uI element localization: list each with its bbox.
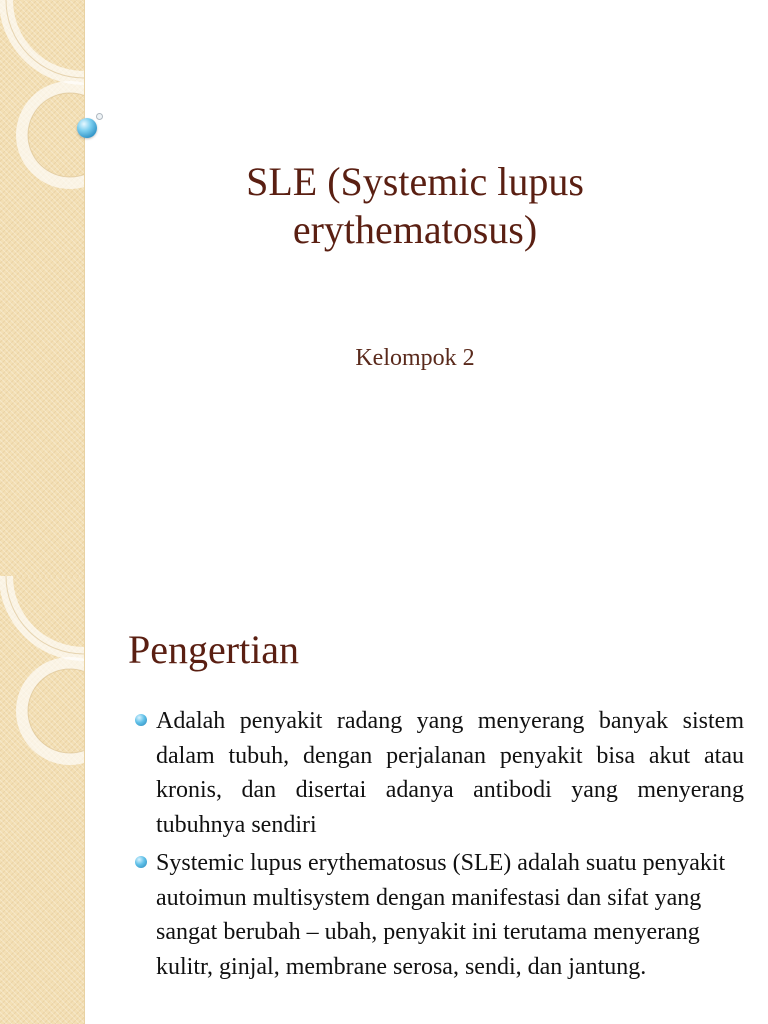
- decorative-side-band: [0, 576, 85, 1024]
- list-item: [130, 846, 744, 984]
- bullet-icon: [135, 714, 147, 726]
- decorative-side-band: [0, 0, 85, 576]
- small-ring-icon: [96, 113, 103, 120]
- bullet-text: Systemic lupus erythematosus (SLE) adalah suatu penyakit autoimun multisystem dengan manifestasi dan sifat yang sangat berubah – ubah, penyakit ini terutama menyerang kulitr, ginjal, membrane serosa, sendi, dan jantung.: [156, 850, 726, 980]
- slide-title: SLE (Systemic lupus erythematosus): [246, 159, 584, 252]
- decorative-circles-graphic: [0, 576, 84, 1024]
- bullet-text: Adalah penyakit radang yang menyerang banyak sistem dalam tubuh, dengan perjalanan penyakit bisa akut atau kronis, dan disertai adanya antibodi yang menyerang tubuhnya sendiri: [156, 708, 744, 838]
- bullet-list: [130, 704, 744, 988]
- blue-orb-icon: [77, 118, 97, 138]
- list-item: [130, 704, 744, 842]
- slide-subtitle: Kelompok 2: [355, 345, 475, 371]
- content-slide: [0, 576, 768, 1024]
- bullet-icon: [135, 856, 147, 868]
- decorative-circles-graphic: [0, 0, 84, 576]
- slide-heading: Pengertian: [128, 627, 300, 672]
